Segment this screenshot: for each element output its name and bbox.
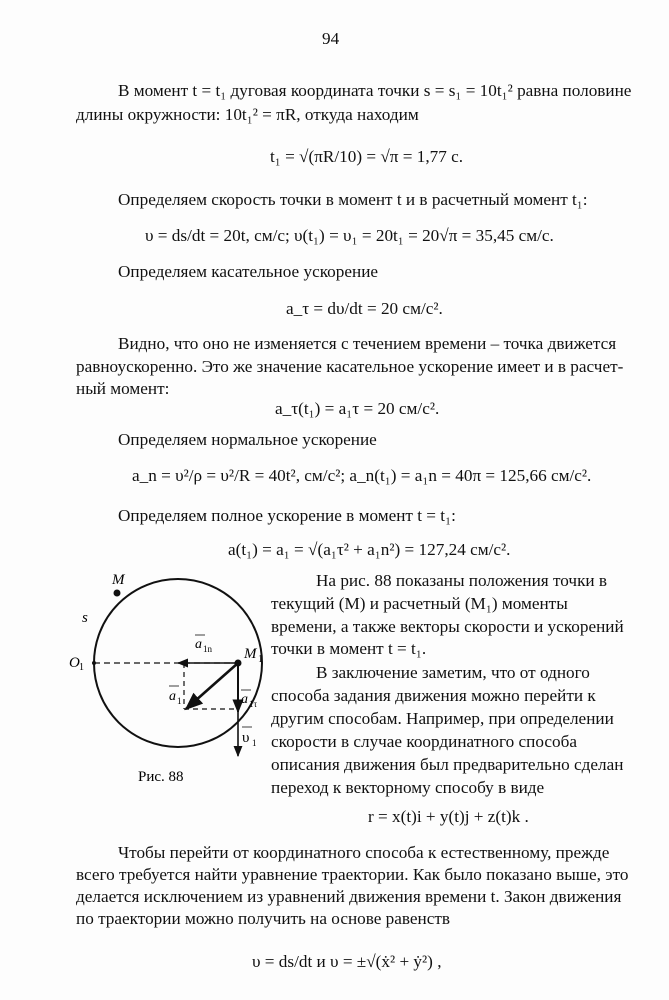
paragraph-4-line-1: Видно, что оно не изменяется с течением времени – точка движется <box>118 334 617 353</box>
paragraph-8-line-5: описания движения был предварительно сделан <box>271 755 624 774</box>
equation-velocity: υ = ds/dt = 20t, см/с; υ(t₁) = υ₁ = 20t₁ = 20√π = 35,45 см/с. <box>145 226 554 245</box>
paragraph-2: Определяем скорость точки в момент t и в расчетный момент t₁: <box>118 190 588 209</box>
equation-normal-acceleration: a_n = υ²/ρ = υ²/R = 40t², см/с²; a_n(t₁) = a₁n = 40π = 125,66 см/с². <box>132 466 592 485</box>
equation-position-vector: r = x(t)i + y(t)j + z(t)k . <box>368 807 529 826</box>
paragraph-1-line-1: В момент t = t₁ дуговая координата точки s = s₁ = 10t₁² равна половине <box>118 81 632 100</box>
equation-tangential-acceleration: a_τ = dυ/dt = 20 см/с². <box>286 299 443 318</box>
paragraph-3: Определяем касательное ускорение <box>118 262 379 281</box>
paragraph-8-line-6: переход к векторному способу в виде <box>271 778 545 797</box>
paragraph-7-line-3: времени, а также векторы скорости и ускорений <box>271 617 624 636</box>
label-v1-sub: 1 <box>252 738 257 748</box>
paragraph-1-line-2: длины окружности: 10t₁² = πR, откуда находим <box>76 105 419 124</box>
label-a1tau: a <box>241 692 248 707</box>
page-number: 94 <box>322 29 340 48</box>
label-a1-sub: 1 <box>177 696 182 706</box>
label-o1-sub: 1 <box>79 662 84 673</box>
paragraph-9-line-1: Чтобы перейти от координатного способа к естественному, прежде <box>118 843 610 862</box>
label-v1: υ <box>242 730 250 746</box>
paragraph-9-line-2: всего требуется найти уравнение траектории. Как было показано выше, это <box>76 865 629 884</box>
paragraph-7-line-1: На рис. 88 показаны положения точки в <box>316 571 608 590</box>
figure-88 <box>60 566 275 791</box>
paragraph-8-line-4: скорости в случае координатного способа <box>271 732 577 751</box>
label-s: s <box>82 610 88 626</box>
figure-caption: Рис. 88 <box>138 769 184 785</box>
paragraph-6: Определяем полное ускорение в момент t = t₁: <box>118 506 456 525</box>
point-o1 <box>92 661 96 665</box>
paragraph-8-line-2: способа задания движения можно перейти к <box>271 686 596 705</box>
paragraph-8-line-3: другим способам. Например, при определении <box>271 709 614 728</box>
paragraph-9-line-3: делается исключением из уравнений движения времени t. Закон движения <box>76 887 622 906</box>
label-a1: a <box>169 689 176 704</box>
point-m <box>114 590 121 597</box>
equation-t1: t₁ = √(πR/10) = √π = 1,77 с. <box>270 147 464 166</box>
label-a1n-sub: 1n <box>203 644 212 654</box>
vector-a1 <box>186 663 238 709</box>
paragraph-9-line-4: по траектории можно получить на основе равенств <box>76 909 451 928</box>
label-m: M <box>112 572 125 588</box>
label-m1-sub: 1 <box>258 654 263 665</box>
paragraph-7-line-4: точки в момент t = t₁. <box>271 639 427 658</box>
equation-full-acceleration: a(t₁) = a₁ = √(a₁τ² + a₁n²) = 127,24 см/с². <box>228 540 511 559</box>
label-a1tau-sub: 1τ <box>249 699 258 709</box>
label-o1: O <box>69 655 80 671</box>
equation-speed: υ = ds/dt и υ = ±√(ẋ² + ẏ²) , <box>252 952 442 971</box>
paragraph-4-line-3: ный момент: <box>76 379 170 398</box>
equation-tangential-at-t1: a_τ(t₁) = a₁τ = 20 см/с². <box>275 399 440 418</box>
paragraph-4-line-2: равноускоренно. Это же значение касательное ускорение имеет и в расчет- <box>76 357 624 376</box>
paragraph-8-line-1: В заключение заметим, что от одного <box>316 663 590 682</box>
label-m1: M <box>244 646 257 662</box>
label-a1n: a <box>195 637 202 652</box>
paragraph-5: Определяем нормальное ускорение <box>118 430 377 449</box>
paragraph-7-line-2: текущий (M) и расчетный (M₁) моменты <box>271 594 568 613</box>
